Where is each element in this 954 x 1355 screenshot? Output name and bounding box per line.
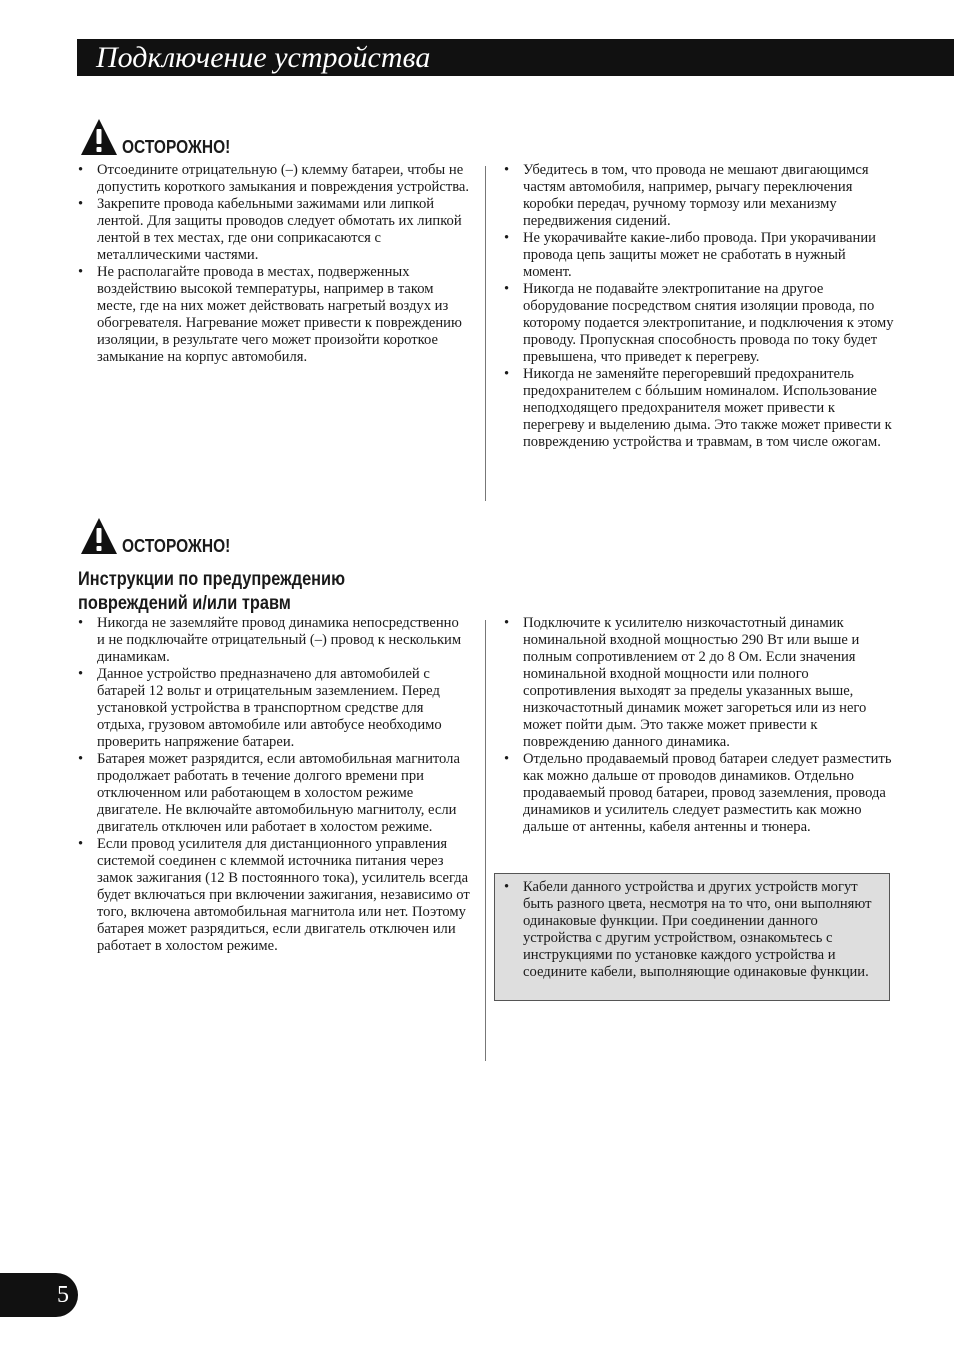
subheading-line: Инструкции по предупреждению	[78, 569, 346, 590]
page-title: Подключение устройства	[96, 41, 431, 74]
page-number: 5	[57, 1282, 69, 1308]
subheading-line: повреждений и/или травм	[78, 593, 291, 614]
warning2-left-list	[78, 615, 470, 955]
warning1-left-list	[78, 162, 470, 366]
warning1-right-list	[504, 162, 896, 451]
warning2-right-list	[504, 615, 896, 836]
column-divider	[485, 620, 486, 1061]
section-subheading	[78, 568, 439, 616]
note-box	[494, 873, 890, 1001]
list-item: • Никогда не подавайте электропитание на другое оборудование посредством снятия изоляции провода, по которому подается электропитание, и подключения к этому проводу. Пропускная способность провода по току будет превышена, что приведет к перегреву.	[504, 281, 896, 366]
warning-triangle-icon	[80, 117, 118, 157]
warning-label: ОСТОРОЖНО!	[122, 536, 231, 556]
warning-heading-2	[80, 516, 248, 556]
list-item: • Отсоедините отрицательную (–) клемму батареи, чтобы не допустить короткого замыкания и повреждения устройства.	[78, 162, 470, 196]
note-list	[504, 879, 884, 981]
list-item: • Не располагайте провода в местах, подверженных воздействию высокой температуры, например в таком месте, где на них может действовать нагретый воздух из обогревателя. Нагревание может привести к повреждению изоляции, в результате чего может произойти короткое замыкание на корпус автомобиля.	[78, 264, 470, 366]
warning-heading-1	[80, 117, 248, 157]
header-bar	[77, 39, 954, 76]
warning-triangle-icon	[80, 516, 118, 556]
list-item: • Закрепите провода кабельными зажимами или липкой лентой. Для защиты проводов следует обмотать их липкой лентой в тех местах, где они соприкасаются с металлическими частями.	[78, 196, 470, 264]
list-item: • Не укорачивайте какие-либо провода. При укорачивании провода цепь защиты может не сработать в нужный момент.	[504, 230, 896, 281]
column-divider	[485, 166, 486, 501]
list-item: • Данное устройство предназначено для автомобилей с батарей 12 вольт и отрицательным заземлением. Перед установкой устройства в транспортном средстве для отдыха, грузовом автомобиле или автобусе необходимо проверить напряжение батареи.	[78, 666, 470, 751]
list-item: • Отдельно продаваемый провод батареи следует разместить как можно дальше от проводов динамиков. Отдельно продаваемый провод батареи, провод заземления, провода динамиков и усилитель следует разместить как можно дальше от антенны, кабеля антенны и тюнера.	[504, 751, 896, 836]
list-item: • Убедитесь в том, что провода не мешают двигающимся частям автомобиля, например, рычагу переключения коробки передач, ручному тормозу или механизму передвижения сидений.	[504, 162, 896, 230]
list-item: • Подключите к усилителю низкочастотный динамик номинальной входной мощностью 290 Вт или выше и полным сопротивлением от 2 до 8 Ом. Если значения номинальной входной мощности или полного сопротивления выходят за пределы указанных выше, низкочастотный динамик может загореться или из него может пойти дым. Это также может привести к повреждению данного динамика.	[504, 615, 896, 751]
warning-label: ОСТОРОЖНО!	[122, 137, 231, 157]
list-item: • Никогда не заменяйте перегоревший предохранитель предохранителем с бóльшим номиналом. Использование неподходящего предохранителя может привести к перегреву и выделению дыма. Это также может привести к повреждению устройства и травмам, в том числе ожогам.	[504, 366, 896, 451]
note-item: • Кабели данного устройства и других устройств могут быть разного цвета, несмотря на то что, они выполняют одинаковые функции. При соединении данного устройства с другим устройством, ознакомьтесь с инструкциями по установке каждого устройства и соедините кабели, выполняющие одинаковые функции.	[504, 879, 884, 981]
page-number-tab	[0, 1273, 78, 1317]
list-item: • Батарея может разрядится, если автомобильная магнитола продолжает работать в течение долгого времени при отключенном или работающем в холостом режиме двигателе. Не включайте автомобильную магнитолу, если двигатель отключен или работает в холостом режиме.	[78, 751, 470, 836]
list-item: • Если провод усилителя для дистанционного управления системой соединен с клеммой источника питания через замок зажигания (12 В постоянного тока), усилитель всегда будет включаться при включении зажигания, независимо от того, включена автомобильная магнитола или нет. Поэтому батарея может разрядиться, если двигатель отключен или работает в холостом режиме.	[78, 836, 470, 955]
list-item: • Никогда не заземляйте провод динамика непосредственно и не подключайте отрицательный (–) провод к нескольким динамикам.	[78, 615, 470, 666]
